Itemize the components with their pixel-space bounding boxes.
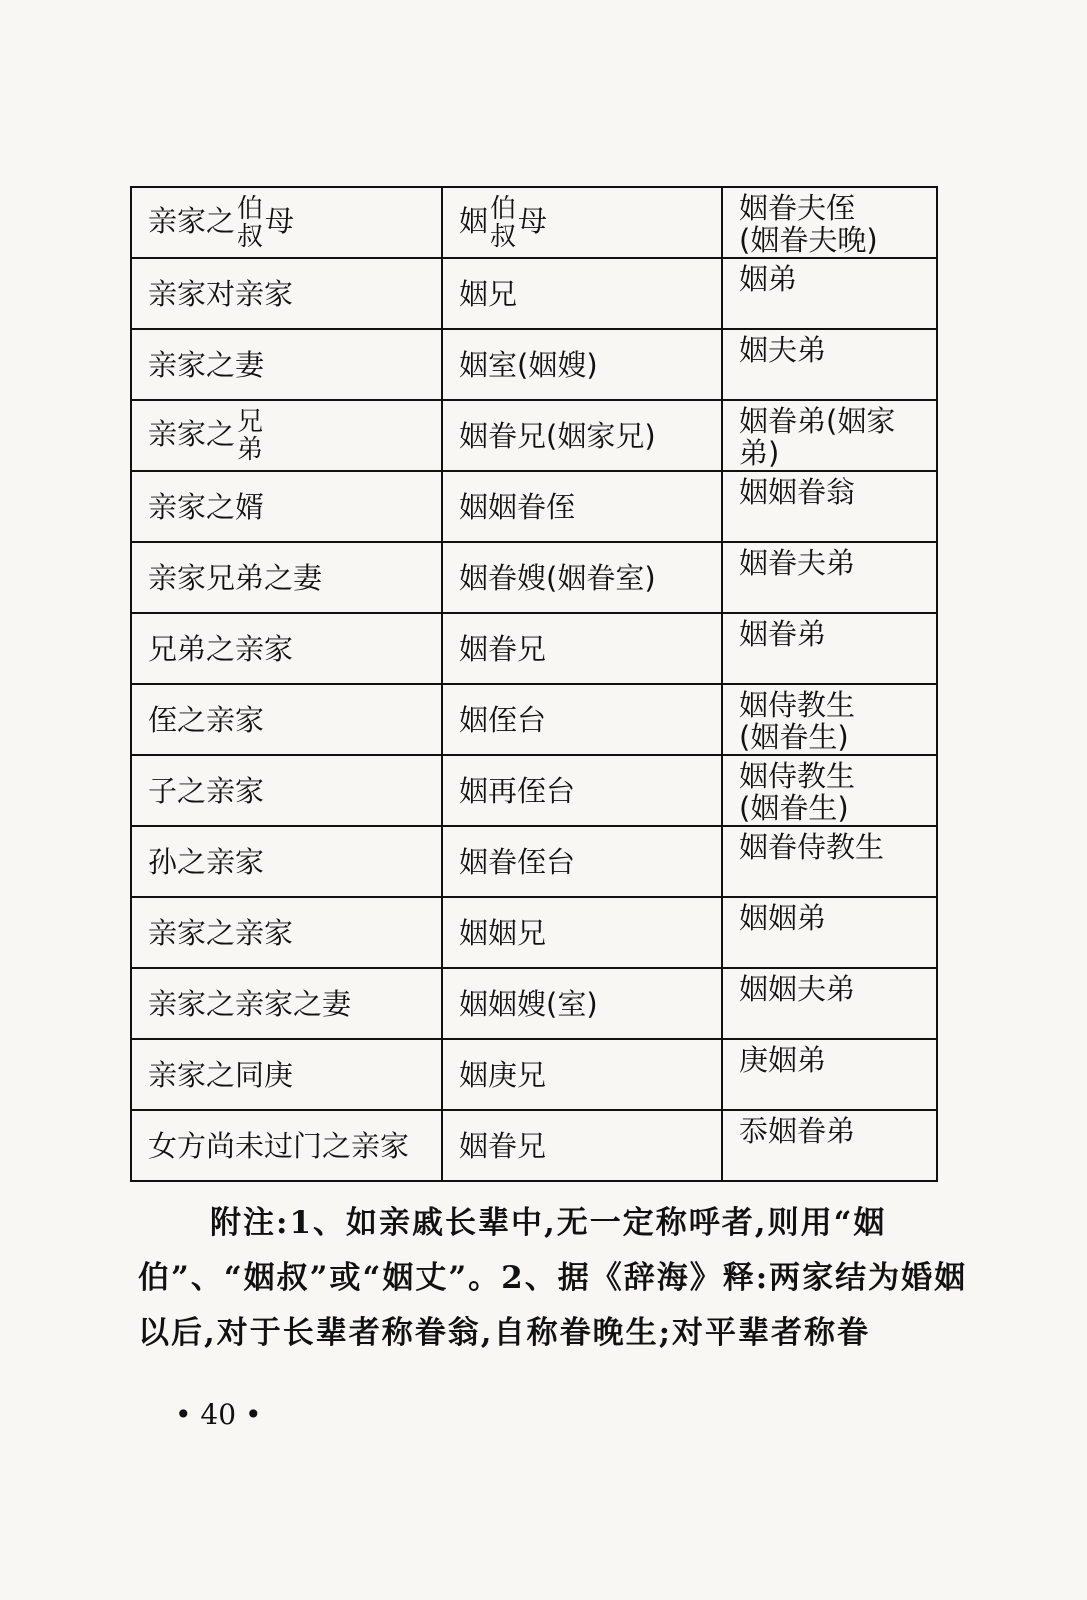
- table-row: [131, 400, 937, 471]
- stacked-chars: 伯 叔: [490, 193, 517, 252]
- footnote-line: 伯”、“姻叔”或“姻丈”。2、据《辞海》释:两家结为婚姻: [138, 1260, 968, 1296]
- address-term-cell: 姻庚兄: [442, 1039, 722, 1110]
- address-term-cell: 姻眷侄台: [442, 826, 722, 897]
- relation-cell: 侄之亲家: [131, 684, 442, 755]
- stacked-chars: 兄 弟: [237, 406, 264, 465]
- address-term-cell: 姻侄台: [442, 684, 722, 755]
- self-term-cell: 姻姻夫弟: [722, 968, 937, 1039]
- table-row: [131, 755, 937, 826]
- self-term-cell: 姻眷夫侄 (姻眷夫晚): [722, 187, 937, 258]
- table-row: [131, 1039, 937, 1110]
- table-row: [131, 897, 937, 968]
- footnote-paragraph: [138, 1196, 968, 1361]
- footnote-line: 附注:1、如亲戚长辈中,无一定称呼者,则用“姻: [210, 1205, 887, 1241]
- relation-cell: 亲家之婿: [131, 471, 442, 542]
- relation-cell: 亲家之亲家之妻: [131, 968, 442, 1039]
- relation-cell: 亲家之 兄 弟: [131, 400, 442, 471]
- self-term-cell: 姻眷夫弟: [722, 542, 937, 613]
- self-term-cell: 姻眷弟: [722, 613, 937, 684]
- address-term-cell: 姻眷兄: [442, 1110, 722, 1181]
- table-row: [131, 329, 937, 400]
- table-row: [131, 471, 937, 542]
- address-term-cell: 姻兄: [442, 258, 722, 329]
- self-term-cell: 忝姻眷弟: [722, 1110, 937, 1181]
- address-term-cell: 姻 伯 叔 母: [442, 187, 722, 258]
- self-term-cell: 姻姻弟: [722, 897, 937, 968]
- table-row: [131, 187, 937, 258]
- relation-cell: 兄弟之亲家: [131, 613, 442, 684]
- address-term-cell: 姻室(姻嫂): [442, 329, 722, 400]
- self-term-cell: 姻眷弟(姻家 弟): [722, 400, 937, 471]
- stacked-chars: 伯 叔: [237, 193, 264, 252]
- relation-cell: 子之亲家: [131, 755, 442, 826]
- table-row: [131, 968, 937, 1039]
- self-term-cell: 姻夫弟: [722, 329, 937, 400]
- table-row: [131, 1110, 937, 1181]
- page-number: • 40 •: [175, 1398, 262, 1431]
- table-row: [131, 258, 937, 329]
- relation-cell: 亲家之 伯 叔 母: [131, 187, 442, 258]
- table-row: [131, 542, 937, 613]
- self-term-cell: 庚姻弟: [722, 1039, 937, 1110]
- self-term-cell: 姻侍教生 (姻眷生): [722, 755, 937, 826]
- address-term-cell: 姻再侄台: [442, 755, 722, 826]
- address-term-cell: 姻姻兄: [442, 897, 722, 968]
- address-term-cell: 姻眷兄: [442, 613, 722, 684]
- self-term-cell: 姻侍教生 (姻眷生): [722, 684, 937, 755]
- address-term-cell: 姻眷嫂(姻眷室): [442, 542, 722, 613]
- self-term-cell: 姻眷侍教生: [722, 826, 937, 897]
- relation-cell: 亲家兄弟之妻: [131, 542, 442, 613]
- relation-cell: 亲家之同庚: [131, 1039, 442, 1110]
- relation-cell: 女方尚未过门之亲家: [131, 1110, 442, 1181]
- table-row: [131, 826, 937, 897]
- relation-cell: 孙之亲家: [131, 826, 442, 897]
- table-row: [131, 613, 937, 684]
- table-row: [131, 684, 937, 755]
- relation-cell: 亲家之妻: [131, 329, 442, 400]
- footnote-line: 以后,对于长辈者称眷翁,自称眷晚生;对平辈者称眷: [138, 1315, 871, 1351]
- self-term-cell: 姻姻眷翁: [722, 471, 937, 542]
- address-term-cell: 姻姻眷侄: [442, 471, 722, 542]
- relation-cell: 亲家之亲家: [131, 897, 442, 968]
- address-term-cell: 姻姻嫂(室): [442, 968, 722, 1039]
- kinship-terms-table: [130, 186, 938, 1182]
- address-term-cell: 姻眷兄(姻家兄): [442, 400, 722, 471]
- self-term-cell: 姻弟: [722, 258, 937, 329]
- relation-cell: 亲家对亲家: [131, 258, 442, 329]
